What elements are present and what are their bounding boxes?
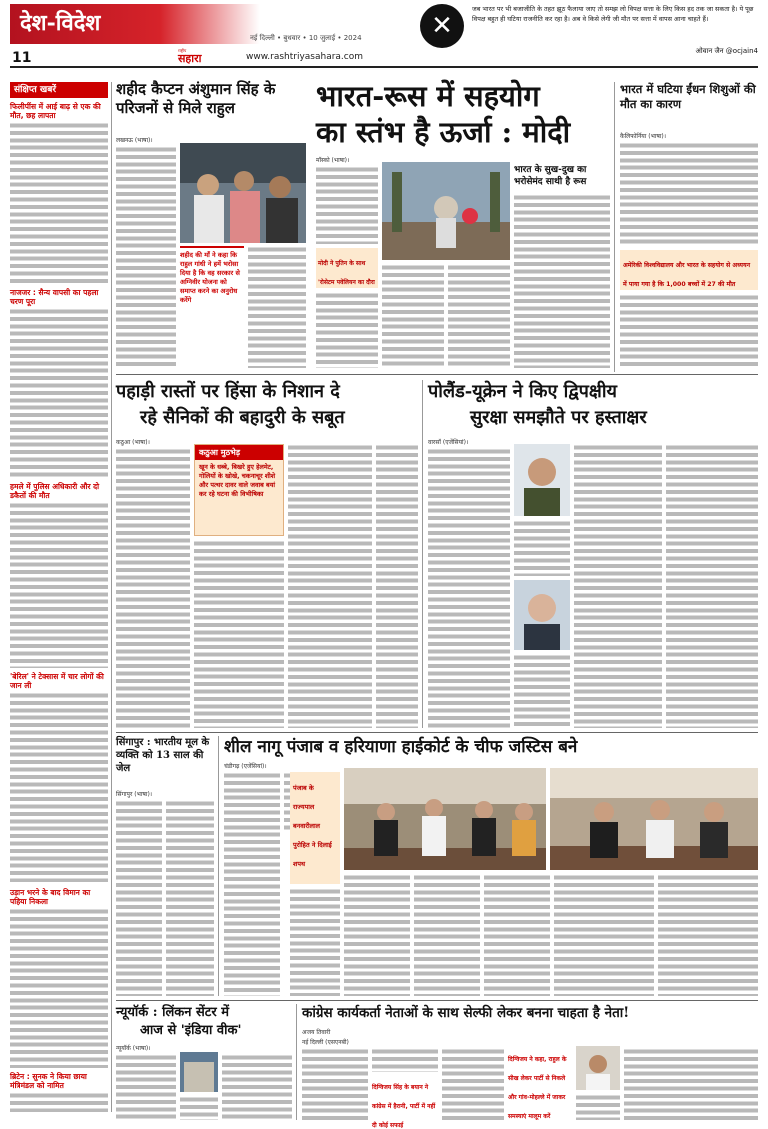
pahadi-body-col3 — [288, 444, 372, 728]
singapore-headline: सिंगापुर : भारतीय मूल के व्यक्ति को 13 साल की जेल — [116, 737, 210, 774]
modi-headline-line2: का स्तंभ है ऊर्जा : मोदी — [316, 115, 571, 149]
newyork-body-col1 — [116, 1054, 176, 1120]
section-rule — [116, 1000, 758, 1001]
congress-body-col4 — [576, 1094, 620, 1120]
brief-heading: 'बेरिल' ने टेक्सास में चार लोगों की जान ली — [10, 672, 104, 690]
zelensky-portrait — [514, 444, 570, 516]
modi-headline-line1: भारत-रूस में सहयोग — [316, 79, 540, 113]
congress-author: अजय तिवारी — [302, 1029, 331, 1036]
newyork-headline-line1: न्यूयॉर्क : लिंकन सेंटर में — [116, 1005, 229, 1020]
brief-body — [10, 908, 108, 1068]
modi-body-col1b — [316, 292, 378, 368]
pahadi-box-text: खून के धब्बे, बिखरे हुए हेलमेट, गोलियों के खोखे, चकनाचूर शीशे और पत्थर दावर वाले जवाब बयां कर रहे घटना की विभीषिका — [199, 463, 276, 498]
brief-heading: ब्रिटेन : सुनक ने किया छाया मंत्रिमंडल को नामित — [10, 1072, 87, 1090]
pahadi-headline-line1: पहाड़ी रास्तों पर हिंसा के निशान दे — [116, 381, 340, 402]
justice-dateline: चंडीगढ़ (एजेंसियां)। — [224, 763, 267, 770]
poland-headline-line1: पोलैंड-यूक्रेन ने किए द्विपक्षीय — [428, 381, 617, 402]
fuel-headline: भारत में घटिया ईंधन शिशुओं की मौत का कारण — [620, 82, 756, 111]
brief-body — [10, 308, 108, 478]
congress-body-col2a — [372, 1048, 438, 1072]
justice-headline: शील नागू पंजाब व हरियाणा हाईकोर्ट के चीफ जस्टिस बने — [224, 737, 578, 757]
modi-dateline: मॉस्को (भाषा)। — [316, 157, 350, 164]
poland-headline-line2: सुरक्षा समझौते पर हस्ताक्षर — [470, 407, 647, 428]
justice-side-text: पंजाब के राज्यपाल बनवारीलाल पुरोहित ने दिलाई शपथ — [293, 784, 332, 868]
congress-body-col3 — [442, 1048, 504, 1120]
modi-body-col2 — [382, 264, 444, 368]
modi-highlight-box — [316, 248, 378, 288]
congress-body-col5 — [624, 1048, 758, 1120]
fuel-divider — [614, 82, 615, 372]
brief-heading: फिलीपींस में आई बाढ़ से एक की मौत, छह लापता — [10, 102, 101, 120]
justice-photo-1 — [344, 768, 546, 870]
zelensky-photo — [514, 444, 570, 516]
masthead — [0, 0, 768, 68]
brief-body — [10, 502, 108, 668]
congress-pull-2 — [508, 1046, 572, 1120]
brief-body — [10, 1092, 108, 1112]
brand-name: सहारा — [178, 52, 202, 65]
justice-divider — [218, 736, 219, 996]
singapore-dateline: सिंगापुर (भाषा)। — [116, 791, 153, 798]
congress-pull-1 — [372, 1074, 438, 1129]
poland-body-col1 — [428, 448, 510, 728]
rahul-dateline: लखनऊ (भाषा)। — [116, 137, 153, 144]
newyork-body-col3 — [222, 1054, 292, 1120]
page-number: 11 — [12, 50, 32, 66]
sidebar-briefs — [10, 82, 108, 1112]
congress-photo — [576, 1046, 620, 1090]
justice-body-col4 — [414, 874, 480, 996]
poland-divider — [422, 380, 423, 728]
pahadi-box-title: कठुआ मुठभेड़ — [195, 445, 283, 460]
edition-line: नई दिल्ली • बुधवार • 10 जुलाई • 2024 — [250, 34, 362, 42]
rahul-photo — [180, 143, 306, 243]
justice-body-col1 — [224, 772, 280, 996]
oath-ceremony-photo — [344, 768, 546, 870]
newyork-photo — [180, 1052, 218, 1092]
pahadi-body-col1 — [116, 448, 190, 728]
pahadi-box — [194, 444, 284, 536]
pahadi-headline-line2: रहे सैनिकों की बहादुरी के सबूत — [140, 407, 345, 428]
fuel-dateline: कैलिफोर्निया (भाषा)। — [620, 133, 666, 140]
justice-body-col2b — [290, 888, 340, 996]
poland-body-col2b — [514, 654, 570, 728]
tusk-photo — [514, 580, 570, 650]
modi-photo — [382, 162, 510, 260]
rahul-body-col2 — [248, 246, 306, 368]
lincoln-center-photo — [180, 1052, 218, 1092]
rahul-pull-quote — [180, 246, 244, 368]
poland-body-col2 — [514, 520, 570, 576]
modi-sub-body — [514, 194, 610, 368]
congress-headline: कांग्रेस कार्यकर्ता नेताओं के साथ सेल्फी लेकर बनना चाहता है नेता! — [302, 1005, 630, 1021]
digvijay-portrait — [576, 1046, 620, 1090]
quote-author: ओवान जैन @ocjain4 — [695, 47, 758, 55]
modi-body-col1 — [316, 166, 378, 244]
fuel-highlight-box — [620, 250, 758, 290]
modi-body-col3 — [448, 264, 510, 368]
congress-place: नई दिल्ली (एसएनबी) — [302, 1039, 349, 1046]
brand-logo — [178, 48, 238, 64]
singapore-body-col2 — [166, 800, 214, 996]
congress-divider — [296, 1004, 297, 1120]
newyork-headline-line2: आज से 'इंडिया वीक' — [140, 1023, 242, 1038]
justice-body-col3 — [344, 874, 410, 996]
website-url[interactable]: www.rashtriyasahara.com — [246, 52, 364, 62]
poland-body-col4 — [666, 444, 758, 728]
justice-photo-2 — [550, 768, 758, 870]
chief-justice-photo — [550, 768, 758, 870]
poland-dateline: वारसॉ (एजेंसियां)। — [428, 439, 469, 446]
brief-heading: हमले में पुलिस अधिकारी और दो डकैतों की मौत — [10, 482, 100, 500]
newyork-body-col2 — [180, 1096, 218, 1120]
congress-pull-2-text: दिग्विजय ने कहा, राहुल के सीख लेकर पार्टी से निकले और गांव-मोहल्ले में जाकर समस्याएं मालूम करें — [508, 1056, 567, 1120]
x-logo-icon: ✕ — [420, 4, 464, 48]
brief-heading: नाजजर : सैन्य वापसी का पहला चरण पूरा — [10, 288, 99, 306]
fuel-highlight-text: अमेरिकी विश्वविद्यालय और भारत के सहयोग से अध्ययन में पाया गया है कि 1,000 बच्चों में 27 की मौत — [623, 262, 751, 288]
pahadi-body-col4 — [376, 444, 418, 728]
congress-pull-1-text: दिग्विजय सिंह के बयान ने कांग्रेस में हैरानी, पार्टी में नहीं दी कोई सफाई — [372, 1084, 436, 1129]
tusk-portrait — [514, 580, 570, 650]
justice-body-col7 — [658, 874, 758, 996]
singapore-body-col1 — [116, 800, 162, 996]
pahadi-body-col2 — [194, 540, 284, 728]
section-title: देश-विदेश — [20, 10, 101, 36]
congress-body-col1 — [302, 1048, 368, 1120]
rahul-headline: शहीद कैप्टन अंशुमान सिंह के परिजनों से मिले राहुल — [116, 80, 276, 117]
justice-side-box — [290, 772, 340, 884]
modi-wreath-photo — [382, 162, 510, 260]
rahul-body-col1 — [116, 146, 176, 368]
brand-small: राष्ट्रीय — [178, 48, 187, 53]
sidebar-title: संक्षिप्त खबरें — [10, 82, 108, 98]
section-rule — [116, 732, 758, 733]
brief-body — [10, 692, 108, 882]
pull-quote-text: शहीद की माँ ने कहा कि राहुल गांधी ने हमें भरोसा दिया है कि वह सरकार से अग्निवीर योजना को समाप्त करने का अनुरोध करेंगे — [180, 251, 240, 304]
brief-body — [10, 122, 108, 284]
fuel-body-a — [620, 142, 758, 246]
modi-sub-headline: भारत के सुख-दुख का भरोसेमंद साथी है रूस — [514, 165, 587, 187]
pahadi-dateline: कठुआ (भाषा)। — [116, 439, 150, 446]
sidebar-divider — [111, 82, 112, 1112]
justice-body-col5 — [484, 874, 550, 996]
modi-highlight-text: मोदी ने पुतिन के साथ 'रोसेटम पवेलियन का दौरा — [318, 260, 375, 286]
masthead-rule — [10, 66, 758, 68]
justice-body-col6 — [554, 874, 654, 996]
fuel-body-b — [620, 294, 758, 368]
poland-body-col3 — [574, 444, 662, 728]
quote-text: जब भारत पर भी बजाजीति के तहत झूठ फैलाया जाए तो समझ लो विपक्ष सत्ता के लिए किस हद तक जा सकता है। ये पूछ विपक्ष बहुत ही घटिया राजनीति कर रहा है। अब वे किसे लेगी जी मौत पर सत्ता में वापस आना चाहते हैं। — [472, 5, 754, 23]
rahul-meeting-photo — [180, 143, 306, 243]
brief-heading: उड़ान भरने के बाद विमान का पहिया निकला — [10, 888, 91, 906]
section-rule — [116, 374, 758, 375]
newyork-dateline: न्यूयॉर्क (भाषा)। — [116, 1045, 151, 1052]
